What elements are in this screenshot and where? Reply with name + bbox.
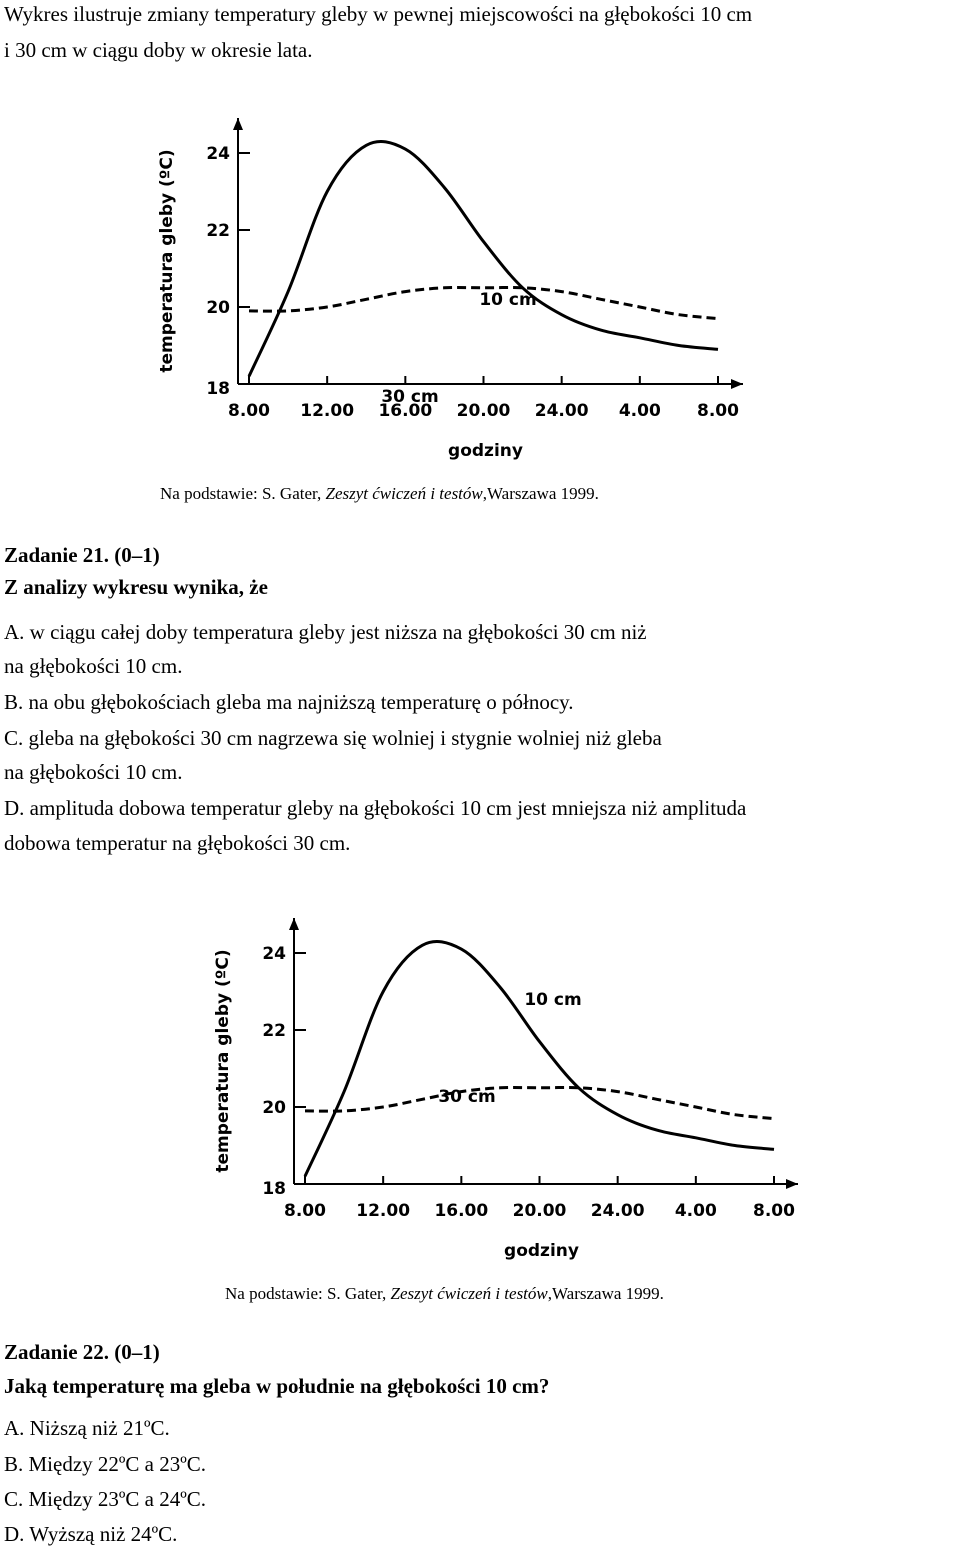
y-axis-label: temperatura gleby (ºC) — [157, 149, 177, 373]
task-21-option-c: C. gleba na głębokości 30 cm nagrzewa się wolniej i stygnie wolniej niż gleba — [4, 726, 662, 750]
source-prefix: Na podstawie: S. Gater, — [160, 484, 326, 503]
source-title: Zeszyt ćwiczeń i testów — [325, 484, 483, 503]
source-suffix: ,Warszawa 1999. — [482, 484, 599, 503]
task-21-option-d: D. amplituda dobowa temperatur gleby na głębokości 10 cm jest mniejsza niż amplituda — [4, 796, 747, 820]
series-label: 10 cm — [524, 990, 582, 1010]
soil-temperature-chart-2 — [0, 900, 960, 1280]
y-tick-label: 20 — [262, 1098, 286, 1118]
x-tick-label: 8.00 — [697, 401, 739, 421]
y-tick-label: 18 — [262, 1179, 286, 1199]
x-axis-arrow — [786, 1179, 798, 1189]
x-axis-label: godziny — [448, 441, 523, 461]
series-label: 30 cm — [438, 1087, 496, 1107]
series-30-cm-line — [305, 1087, 774, 1118]
y-axis-arrow — [233, 118, 243, 130]
y-tick-label: 18 — [206, 379, 230, 399]
x-axis-arrow — [731, 379, 743, 389]
task-21-option-a: A. w ciągu całej doby temperatura gleby jest niższa na głębokości 30 cm niż — [4, 620, 647, 644]
task-22-option-d: D. Wyższą niż 24ºC. — [4, 1522, 178, 1546]
task-22-option-b: B. Między 22ºC a 23ºC. — [4, 1452, 207, 1476]
series-label: 10 cm — [479, 290, 537, 310]
intro-line-1: Wykres ilustruje zmiany temperatury gleby w pewnej miejscowości na głębokości 10 cm — [4, 2, 753, 26]
soil-temperature-chart-1 — [0, 100, 960, 480]
x-tick-label: 8.00 — [228, 401, 270, 421]
task-22-option-c: C. Między 23ºC a 24ºC. — [4, 1487, 207, 1511]
y-tick-label: 24 — [262, 944, 286, 964]
series-label: 30 cm — [381, 387, 439, 407]
y-axis-label: temperatura gleby (ºC) — [213, 949, 233, 1173]
y-tick-label: 22 — [262, 1021, 286, 1041]
task-21-question: Z analizy wykresu wynika, że — [4, 575, 268, 599]
x-tick-label: 4.00 — [618, 401, 661, 421]
y-tick-label: 24 — [206, 144, 230, 164]
y-tick-label: 20 — [206, 298, 230, 318]
chart-2-source — [225, 1285, 664, 1302]
task-22-header: Zadanie 22. (0–1) — [4, 1340, 160, 1364]
x-tick-label: 8.00 — [284, 1201, 326, 1221]
intro-line-2: i 30 cm w ciągu doby w okresie lata. — [4, 38, 313, 62]
series-10-cm-line — [249, 142, 718, 377]
chart-1-source — [160, 485, 599, 502]
x-tick-label: 16.00 — [378, 401, 433, 421]
source-title: Zeszyt ćwiczeń i testów — [390, 1284, 548, 1303]
x-tick-label: 24.00 — [590, 1201, 645, 1221]
task-21-option-d-cont: dobowa temperatur na głębokości 30 cm. — [4, 831, 351, 855]
task-22-option-a: A. Niższą niż 21ºC. — [4, 1416, 170, 1440]
task-21-option-b: B. na obu głębokościach gleba ma najniższą temperaturę o północy. — [4, 690, 574, 714]
task-21-option-a-cont: na głębokości 10 cm. — [4, 654, 183, 678]
x-tick-label: 8.00 — [753, 1201, 795, 1221]
x-axis-label: godziny — [504, 1241, 579, 1261]
x-tick-label: 20.00 — [512, 1201, 567, 1221]
source-suffix: ,Warszawa 1999. — [547, 1284, 664, 1303]
x-tick-label: 12.00 — [356, 1201, 411, 1221]
y-tick-label: 22 — [206, 221, 230, 241]
task-21-option-c-cont: na głębokości 10 cm. — [4, 760, 183, 784]
task-21-header: Zadanie 21. (0–1) — [4, 543, 160, 567]
x-tick-label: 16.00 — [434, 1201, 489, 1221]
x-tick-label: 20.00 — [456, 401, 511, 421]
task-22-question: Jaką temperaturę ma gleba w południe na głębokości 10 cm? — [4, 1374, 550, 1398]
x-tick-label: 24.00 — [534, 401, 589, 421]
y-axis-arrow — [289, 918, 299, 930]
x-tick-label: 12.00 — [300, 401, 355, 421]
source-prefix: Na podstawie: S. Gater, — [225, 1284, 391, 1303]
series-10-cm-line — [305, 942, 774, 1177]
x-tick-label: 4.00 — [674, 1201, 717, 1221]
